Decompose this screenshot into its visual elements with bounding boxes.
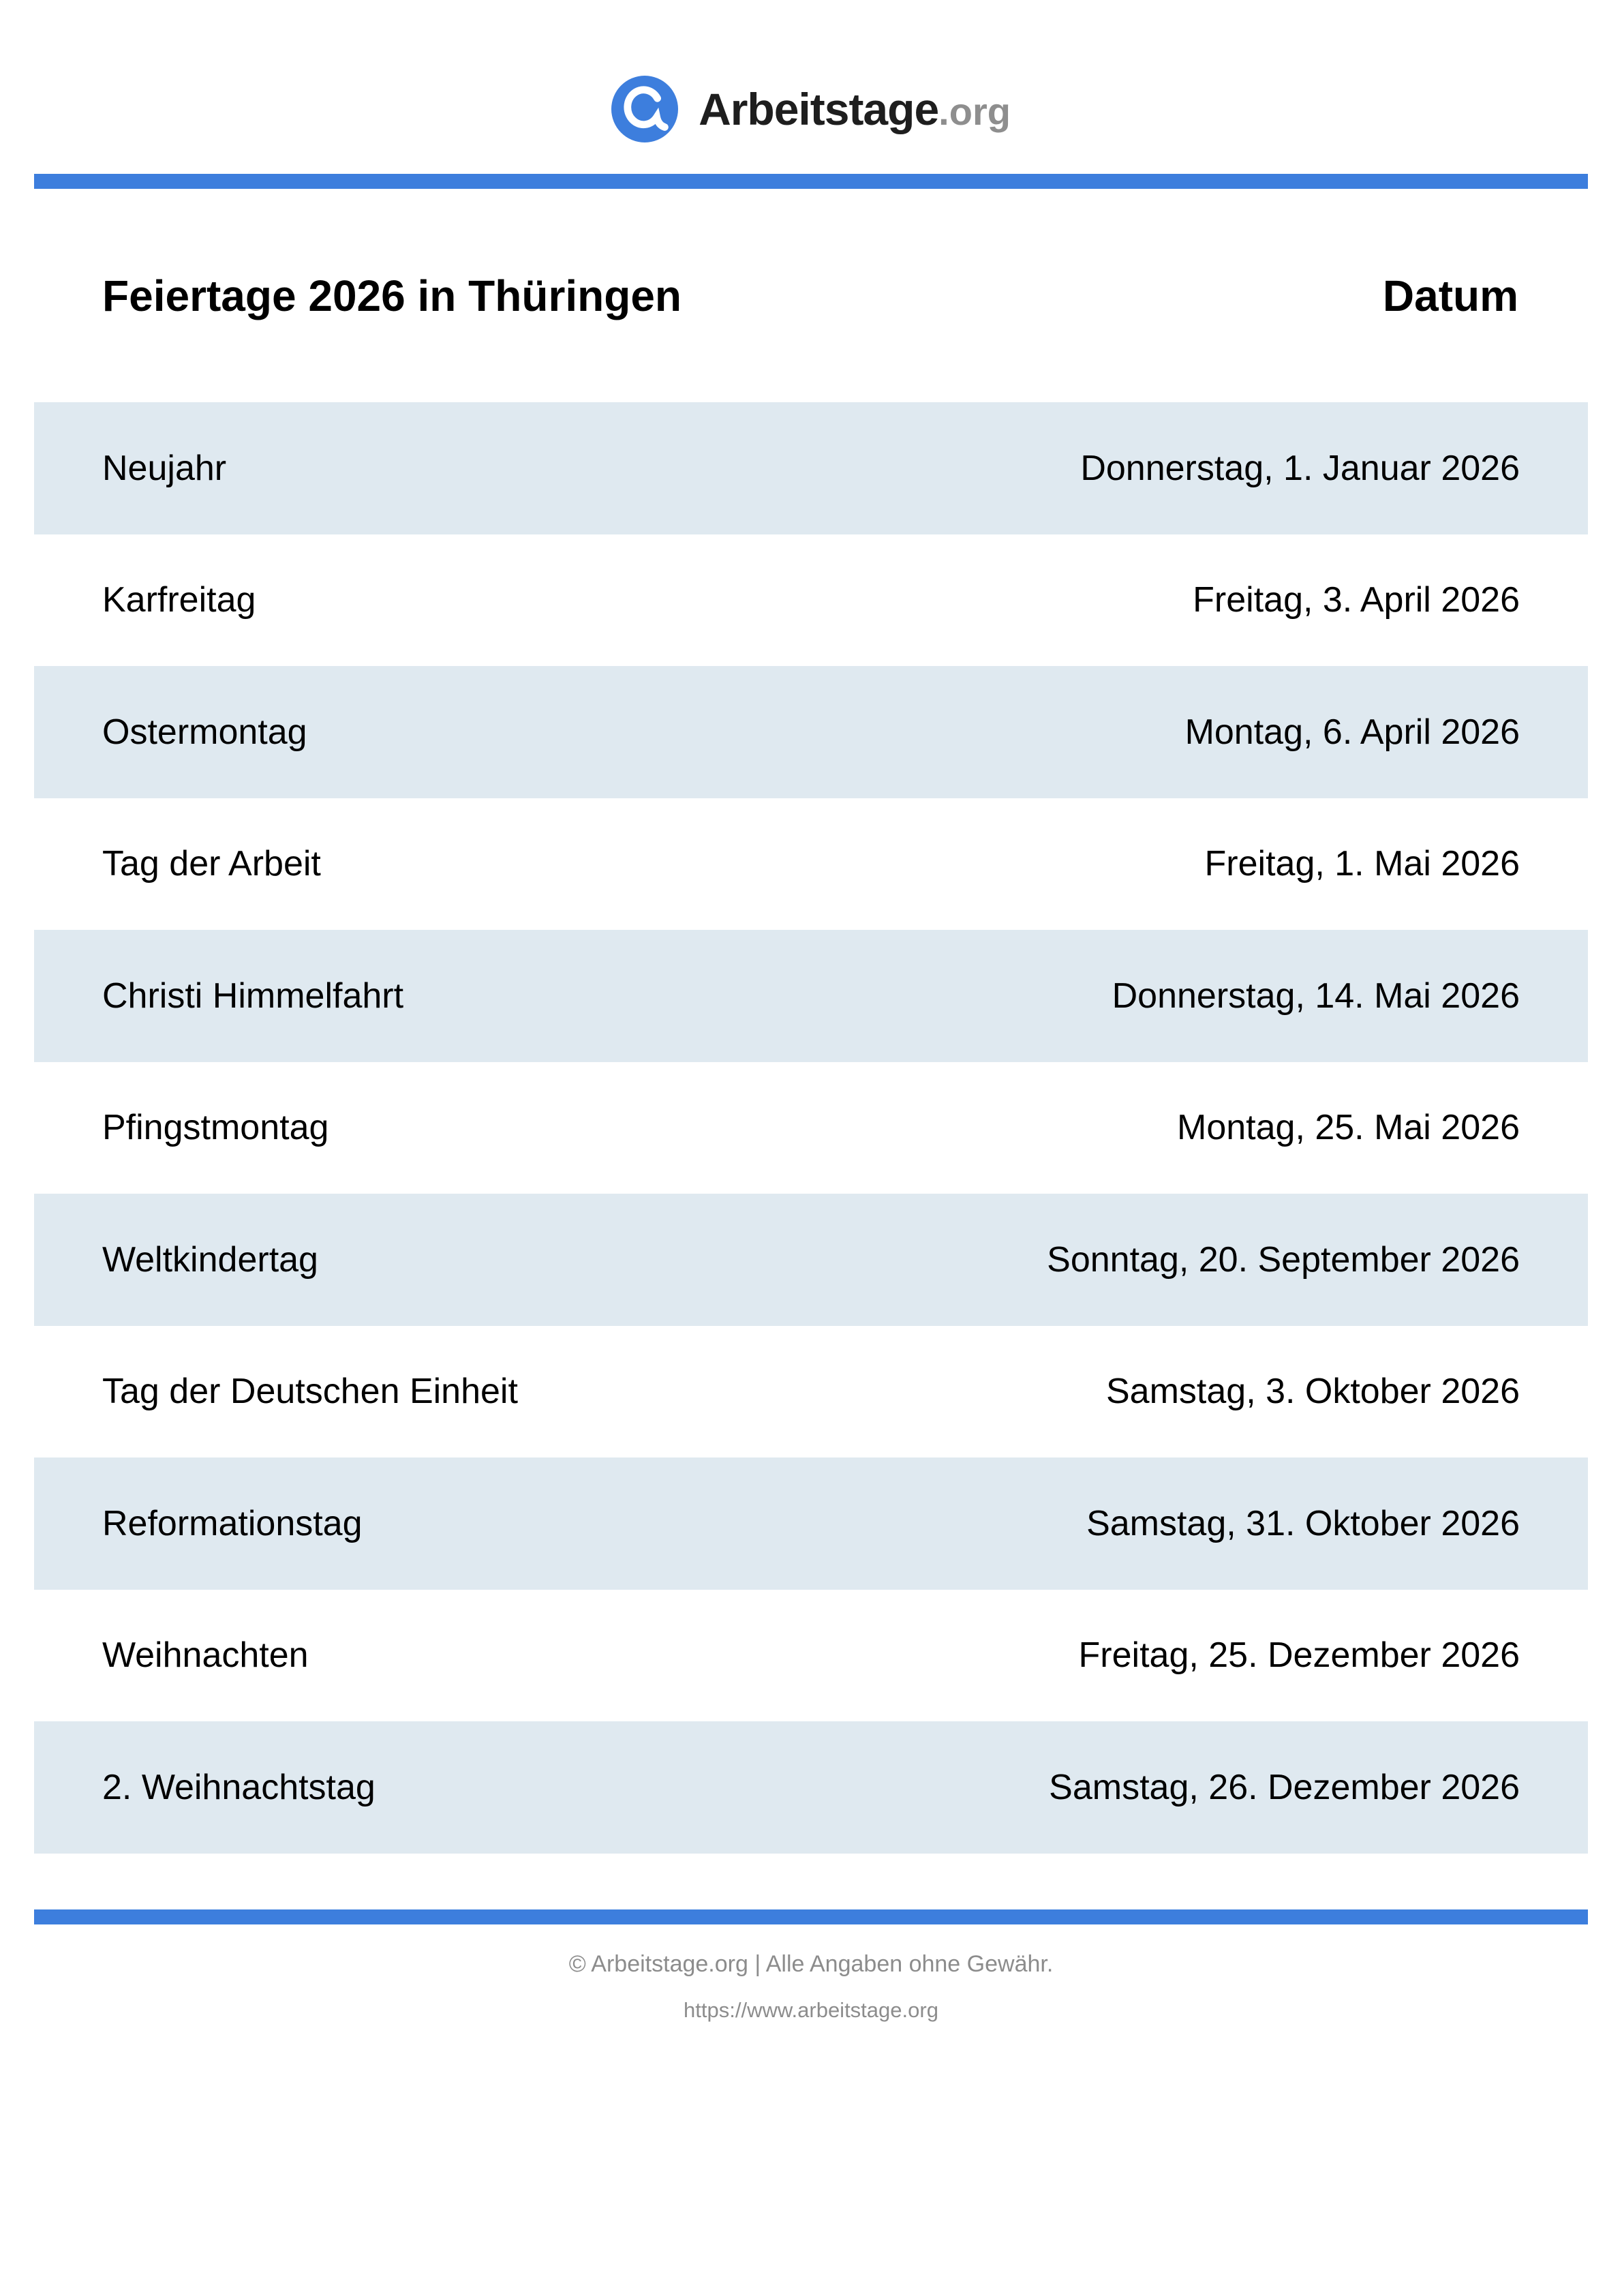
logo-tld-text: .org [938, 90, 1011, 133]
holiday-name: Ostermontag [102, 712, 307, 752]
footer-copyright: © Arbeitstage.org | Alle Angaben ohne Gewähr. [568, 1951, 1054, 1977]
holiday-row [34, 1721, 1588, 1854]
holiday-row [34, 534, 1588, 667]
holiday-row [34, 666, 1588, 798]
logo [0, 74, 1622, 145]
holiday-name: Reformationstag [102, 1503, 363, 1543]
holiday-date: Freitag, 1. Mai 2026 [1204, 844, 1520, 884]
table-header [102, 271, 1518, 322]
holiday-date: Donnerstag, 1. Januar 2026 [1080, 448, 1520, 488]
holiday-row [34, 402, 1588, 534]
holiday-date: Samstag, 3. Oktober 2026 [1105, 1372, 1520, 1412]
holiday-date: Freitag, 25. Dezember 2026 [1078, 1635, 1520, 1676]
holiday-date: Donnerstag, 14. Mai 2026 [1112, 976, 1520, 1016]
arbeitstage-a-icon [611, 76, 678, 142]
page-title: Feiertage 2026 in Thüringen [102, 271, 682, 320]
holiday-date: Sonntag, 20. September 2026 [1047, 1239, 1520, 1280]
holiday-date: Montag, 6. April 2026 [1184, 712, 1520, 752]
holiday-name: Weltkindertag [102, 1239, 318, 1280]
holiday-row [34, 1194, 1588, 1326]
date-column-header: Datum [1382, 271, 1518, 320]
holiday-name: Neujahr [102, 448, 227, 488]
top-divider-bar [34, 174, 1588, 189]
bottom-divider-bar [34, 1909, 1588, 1924]
holiday-row [34, 1326, 1588, 1458]
holiday-date: Samstag, 26. Dezember 2026 [1049, 1767, 1520, 1807]
holiday-row [34, 1457, 1588, 1590]
logo-text [699, 83, 1011, 135]
holiday-name: Christi Himmelfahrt [102, 976, 404, 1016]
holiday-row [34, 930, 1588, 1062]
holiday-row [34, 798, 1588, 931]
holiday-name: Tag der Arbeit [102, 844, 321, 884]
holiday-name: Karfreitag [102, 580, 256, 620]
holiday-name: Tag der Deutschen Einheit [102, 1372, 518, 1412]
holiday-name: Pfingstmontag [102, 1108, 329, 1148]
holiday-name: 2. Weihnachtstag [102, 1767, 376, 1807]
holiday-date: Samstag, 31. Oktober 2026 [1086, 1503, 1520, 1543]
logo-brand-text: Arbeitstage [699, 84, 939, 134]
holiday-date: Montag, 25. Mai 2026 [1177, 1108, 1520, 1148]
holiday-date: Freitag, 3. April 2026 [1193, 580, 1520, 620]
footer-url[interactable]: https://www.arbeitstage.org [684, 1998, 938, 2022]
holiday-name: Weihnachten [102, 1635, 309, 1676]
holiday-row [34, 1062, 1588, 1194]
holiday-row [34, 1590, 1588, 1722]
holiday-table [34, 402, 1588, 1854]
